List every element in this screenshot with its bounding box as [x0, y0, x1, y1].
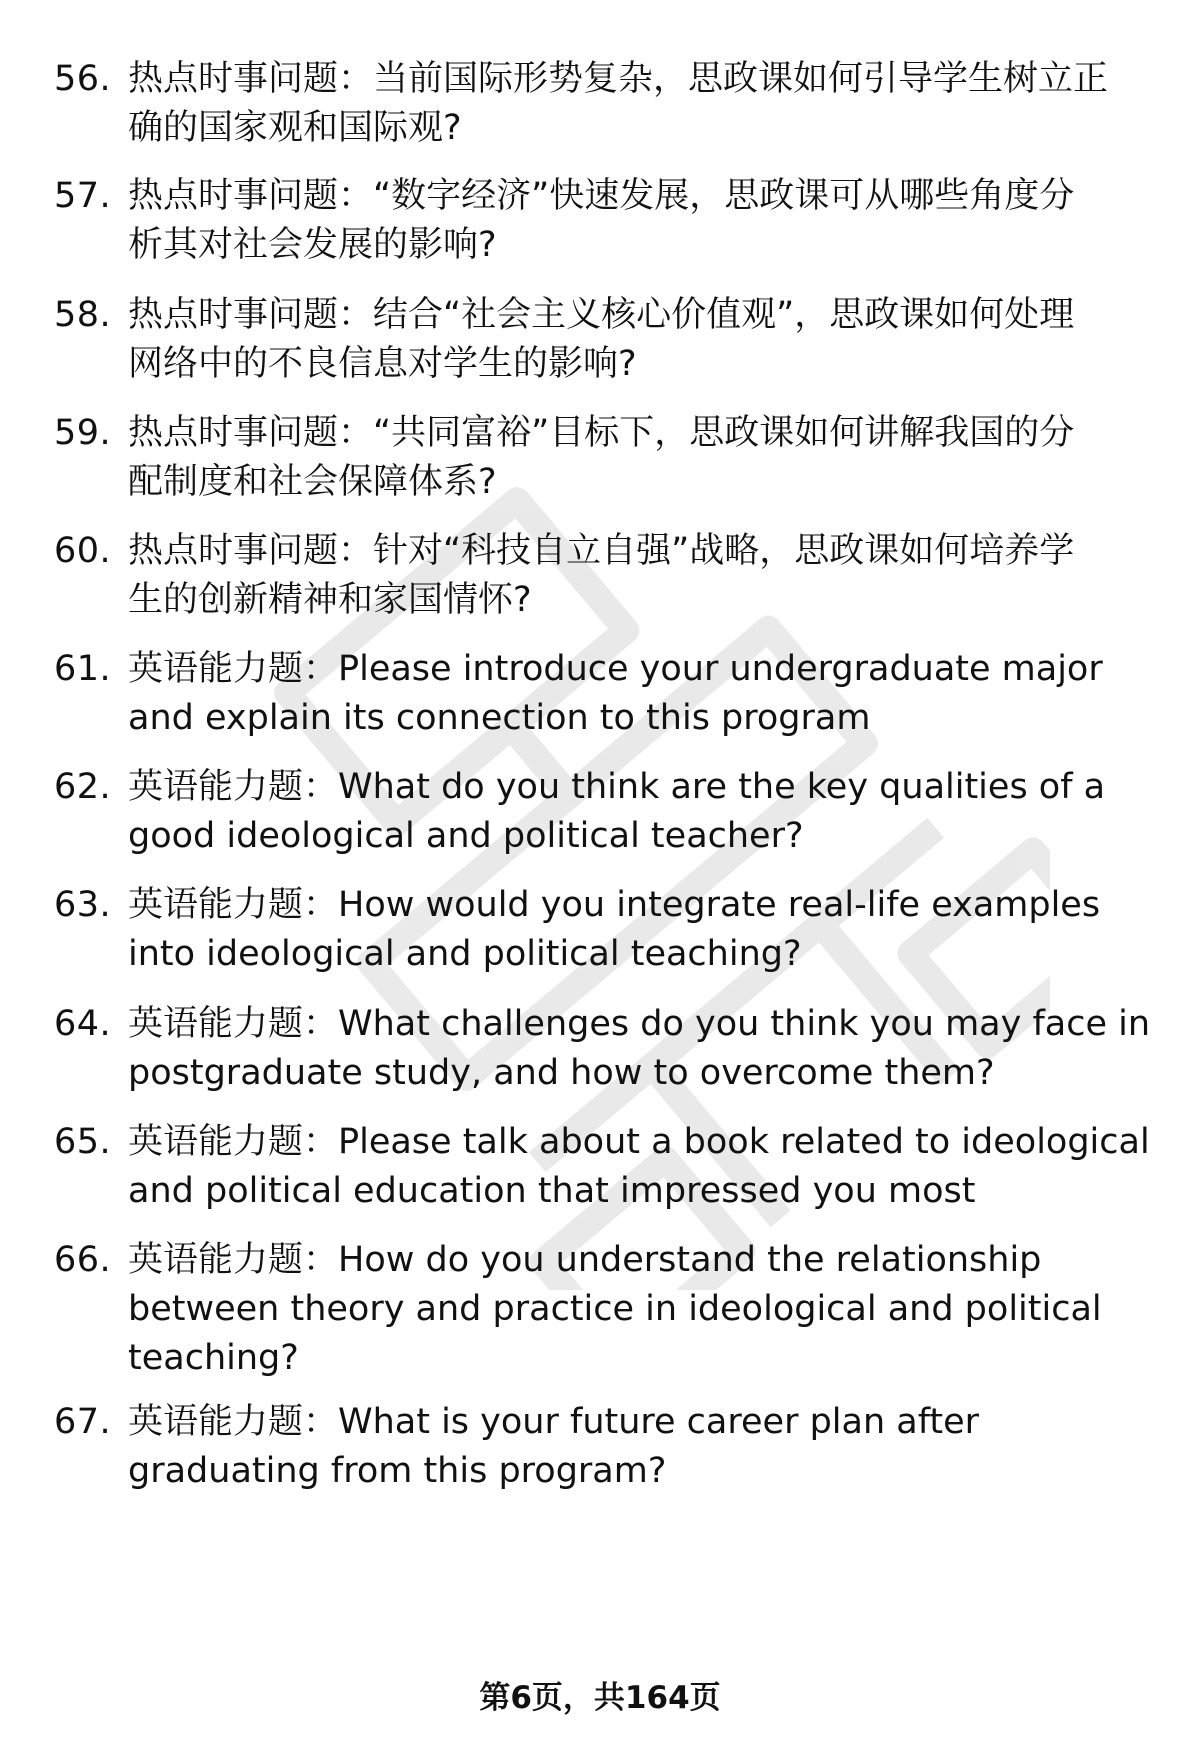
question-number: 57.: [54, 176, 112, 216]
question-line: 英语能力题：Please talk about a book related to ideological: [128, 1122, 1150, 1162]
question-line: and explain its connection to this program: [128, 698, 871, 738]
question-line: 热点时事问题：针对“科技自立自强”战略，思政课如何培养学: [128, 531, 1075, 571]
question-line: 确的国家观和国际观?: [128, 108, 462, 148]
question-text: [128, 172, 1148, 270]
question-line: postgraduate study, and how to overcome them?: [128, 1053, 995, 1093]
question-text: [128, 55, 1148, 153]
question-line: good ideological and political teacher?: [128, 816, 804, 856]
question-text: [128, 1398, 1148, 1496]
question-text: [128, 881, 1148, 979]
question-line: 热点时事问题：当前国际形势复杂，思政课如何引导学生树立正: [128, 59, 1109, 99]
question-line: graduating from this program?: [128, 1451, 667, 1491]
question-line: between theory and practice in ideological and political: [128, 1289, 1102, 1329]
question-text: [128, 409, 1148, 507]
question-line: 英语能力题：What do you think are the key qualities of a: [128, 767, 1106, 807]
question-line: 英语能力题：How would you integrate real-life examples: [128, 885, 1101, 925]
question-text: [128, 1236, 1148, 1383]
question-number: 59.: [54, 413, 112, 453]
question-text: [128, 763, 1148, 861]
question-text: [128, 645, 1148, 743]
question-number: 62.: [54, 767, 112, 807]
question-number: 66.: [54, 1240, 112, 1280]
question-line: and political education that impressed you most: [128, 1171, 976, 1211]
question-line: into ideological and political teaching?: [128, 934, 802, 974]
question-number: 67.: [54, 1402, 112, 1442]
question-line: 配制度和社会保障体系?: [128, 462, 497, 502]
question-text: [128, 527, 1148, 625]
question-text: [128, 291, 1148, 389]
question-number: 61.: [54, 649, 112, 689]
question-number: 58.: [54, 295, 112, 335]
question-line: 热点时事问题：“共同富裕”目标下，思政课如何讲解我国的分: [128, 413, 1075, 453]
question-line: 英语能力题：How do you understand the relationship: [128, 1240, 1042, 1280]
question-line: teaching?: [128, 1338, 299, 1378]
question-line: 英语能力题：Please introduce your undergraduate major: [128, 649, 1103, 689]
question-line: 英语能力题：What challenges do you think you may face in: [128, 1004, 1151, 1044]
question-text: [128, 1118, 1148, 1216]
question-number: 65.: [54, 1122, 112, 1162]
question-line: 网络中的不良信息对学生的影响?: [128, 344, 637, 384]
question-number: 64.: [54, 1004, 112, 1044]
question-line: 析其对社会发展的影响?: [128, 225, 497, 265]
question-number: 60.: [54, 531, 112, 571]
question-text: [128, 1000, 1151, 1098]
question-number: 56.: [54, 59, 112, 99]
question-line: 热点时事问题：结合“社会主义核心价值观”，思政课如何处理: [128, 295, 1075, 335]
question-line: 热点时事问题：“数字经济”快速发展，思政课可从哪些角度分: [128, 176, 1075, 216]
page-footer: 第6页，共164页: [479, 1680, 721, 1716]
question-line: 英语能力题：What is your future career plan after: [128, 1402, 980, 1442]
question-number: 63.: [54, 885, 112, 925]
question-line: 生的创新精神和家国情怀?: [128, 580, 532, 620]
